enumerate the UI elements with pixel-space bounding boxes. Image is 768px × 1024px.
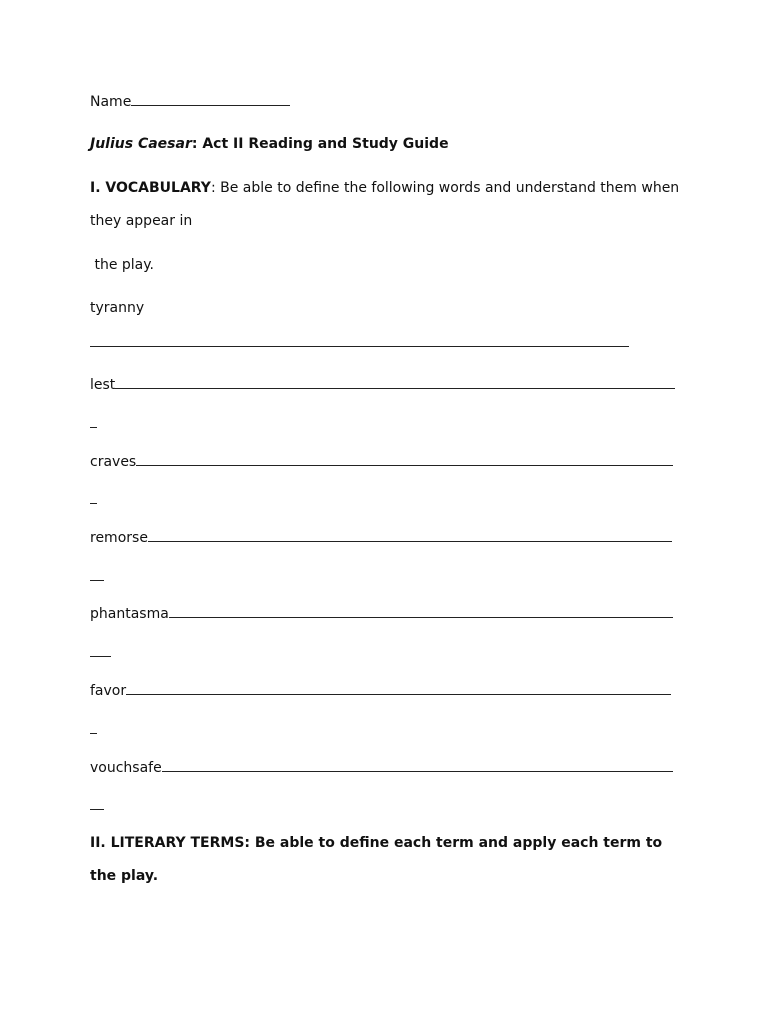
vocab-item-phantasma	[90, 604, 673, 623]
vocab-blank-remorse-wrap	[90, 580, 104, 581]
vocab-word-phantasma: phantasma	[90, 606, 169, 622]
vocab-blank-craves-wrap	[90, 503, 97, 504]
literary-terms-line2: the play.	[90, 868, 159, 884]
vocab-blank-lest-wrap	[90, 427, 97, 428]
vocab-word-lest: lest	[90, 377, 116, 393]
vocab-item-lest	[90, 375, 675, 394]
vocab-blank-tyranny	[90, 346, 629, 347]
vocab-blank-phantasma-wrap	[90, 656, 111, 657]
vocab-item-craves	[90, 452, 673, 471]
vocabulary-instruction-line3: the play.	[90, 257, 154, 273]
vocab-blank-favor	[126, 681, 671, 695]
vocab-word-tyranny: tyranny	[90, 300, 145, 316]
name-label: Name	[90, 94, 132, 110]
page-title	[90, 135, 449, 153]
vocabulary-instruction-line2: they appear in	[90, 213, 193, 229]
vocab-blank-favor-wrap	[90, 733, 97, 734]
vocabulary-heading: I. VOCABULARY	[90, 180, 211, 196]
vocab-blank-phantasma	[169, 604, 673, 618]
literary-terms-heading: II. LITERARY TERMS: Be able to define each term and apply each term to	[90, 835, 663, 851]
vocab-word-vouchsafe: vouchsafe	[90, 760, 162, 776]
vocab-word-remorse: remorse	[90, 530, 148, 546]
vocab-word-craves: craves	[90, 454, 137, 470]
vocab-item-vouchsafe	[90, 758, 673, 777]
vocab-item-remorse	[90, 528, 672, 547]
title-play-name: Julius Caesar	[90, 136, 192, 152]
title-rest: : Act II Reading and Study Guide	[191, 136, 449, 152]
vocab-word-favor: favor	[90, 683, 127, 699]
vocab-item-favor	[90, 681, 671, 700]
vocabulary-instruction-text: : Be able to define the following words and understand them when	[210, 180, 680, 196]
vocab-blank-lest	[115, 375, 675, 389]
vocab-blank-vouchsafe-wrap	[90, 809, 104, 810]
vocab-blank-remorse	[148, 528, 672, 542]
vocab-blank-craves	[136, 452, 673, 466]
name-field	[90, 92, 290, 111]
vocabulary-instruction-line1	[90, 179, 679, 197]
name-blank	[131, 92, 290, 106]
vocab-blank-vouchsafe	[162, 758, 673, 772]
